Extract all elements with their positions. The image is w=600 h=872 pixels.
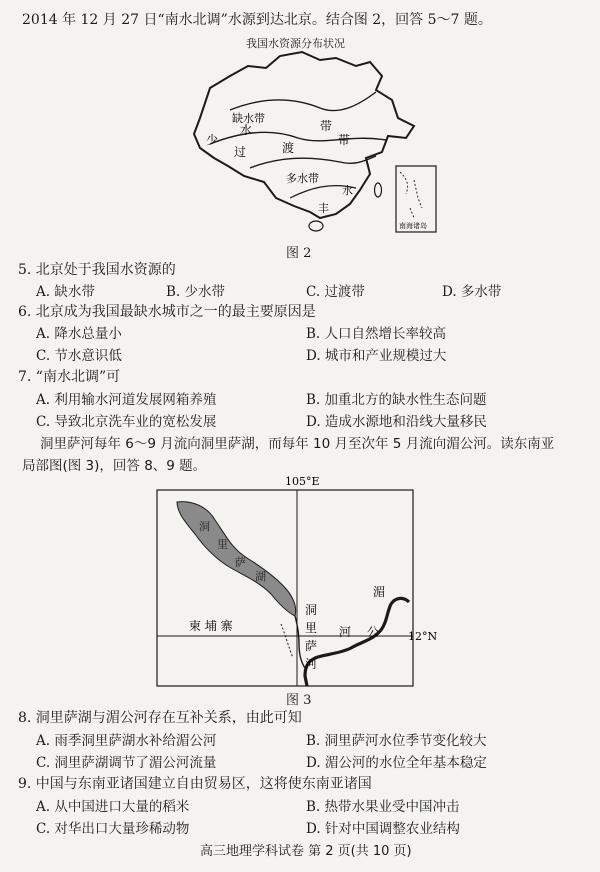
figure2-map [170, 48, 440, 243]
label-less-water-2: 水 [240, 123, 253, 137]
q8-option-c: C. 洞里萨湖调节了湄公河流量 [36, 755, 217, 771]
cambodia-label: 柬 埔 寨 [189, 619, 233, 633]
q5-option-b: B. 少水带 [166, 284, 226, 300]
band-boundary-2 [210, 132, 386, 144]
q6-stem: 6. 北京成为我国最缺水城市之一的最主要原因是 [18, 304, 316, 320]
lake-label-3: 萨 [235, 556, 246, 569]
q9-option-d: D. 针对中国调整农业结构 [306, 821, 460, 837]
label-wet-3: 丰 [318, 202, 329, 215]
mekong-label-2: 公 [367, 625, 380, 639]
river-label-3: 萨 [305, 639, 318, 653]
q5-stem: 5. 北京处于我国水资源的 [18, 262, 176, 278]
q7-option-c: C. 导致北京洗车业的宽松发展 [36, 414, 217, 430]
q7-option-b: B. 加重北方的缺水性生态问题 [306, 392, 487, 408]
label-inset: 南海诸岛 [399, 222, 427, 230]
inset-coastline [400, 172, 422, 218]
q7-option-d: D. 造成水源地和沿线大量移民 [306, 414, 487, 430]
q5-option-c: C. 过渡带 [306, 284, 365, 300]
q6-option-a: A. 降水总量小 [36, 326, 122, 342]
q8-option-b: B. 洞里萨河水位季节变化较大 [306, 733, 487, 749]
band-boundary-1 [230, 92, 376, 111]
coastline [281, 624, 293, 658]
q6-option-d: D. 城市和产业规模过大 [306, 348, 447, 364]
label-105e: 105°E [285, 475, 320, 488]
figure3-caption: 图 3 [286, 693, 312, 708]
q7-stem: 7. “南水北调”可 [18, 369, 121, 385]
label-less-water-3: 带 [320, 119, 333, 133]
q9-option-b: B. 热带水果业受中国冲击 [306, 799, 460, 815]
label-less-water-1: 少 [206, 133, 219, 147]
lake-label-1: 洞 [199, 520, 210, 533]
river-label-4: 河 [305, 657, 318, 671]
label-12n: 12°N [408, 630, 438, 643]
q8-option-a: A. 雨季洞里萨湖水补给湄公河 [36, 733, 217, 749]
intro-text: 2014 年 12 月 27 日“南水北调”水源到达北京。结合图 2，回答 5～7 题。 [22, 12, 492, 28]
q9-option-c: C. 对华出口大量珍稀动物 [36, 821, 190, 837]
label-wet-belt: 多水带 [286, 172, 319, 185]
river-label-2: 里 [305, 621, 318, 635]
page-footer: 高三地理学科试卷 第 2 页(共 10 页) [200, 844, 412, 859]
river-label-1: 洞 [305, 603, 318, 617]
label-transition-3: 带 [338, 133, 351, 147]
q8-option-d: D. 湄公河的水位全年基本稳定 [306, 755, 487, 771]
q6-option-b: B. 人口自然增长率较高 [306, 326, 447, 342]
passage-line-1: 洞里萨河每年 6～9 月流向洞里萨湖，而每年 10 月至次年 5 月流向湄公河。读东南亚 [40, 436, 555, 452]
figure3-map [155, 472, 455, 690]
lake-label-2: 里 [217, 538, 228, 551]
lake-label-4: 湖 [255, 570, 266, 583]
mekong-river [305, 598, 409, 686]
label-short-water-belt: 缺水带 [232, 112, 265, 125]
passage-line-2: 局部图(图 3)，回答 8、9 题。 [22, 458, 207, 474]
figure2-caption: 图 2 [286, 246, 312, 261]
q7-option-a: A. 利用输水河道发展网箱养殖 [36, 392, 217, 408]
figure2-title: 我国水资源分布状况 [246, 37, 345, 50]
band-boundary-3 [250, 156, 376, 168]
q8-stem: 8. 洞里萨湖与湄公河存在互补关系，由此可知 [18, 710, 302, 726]
taiwan-island [375, 183, 382, 197]
label-transition-2: 渡 [282, 141, 295, 155]
mekong-label-3: 河 [339, 625, 352, 639]
q6-option-c: C. 节水意识低 [36, 348, 122, 364]
q9-stem: 9. 中国与东南亚诸国建立自由贸易区，这将使东南亚诸国 [18, 776, 372, 792]
mekong-label-1: 湄 [373, 585, 386, 599]
q9-option-a: A. 从中国进口大量的稻米 [36, 799, 190, 815]
q5-option-a: A. 缺水带 [36, 284, 95, 300]
q5-option-d: D. 多水带 [442, 284, 502, 300]
hainan-island [309, 221, 323, 231]
label-transition-1: 过 [234, 145, 247, 159]
label-wet-2: 水 [342, 184, 353, 197]
